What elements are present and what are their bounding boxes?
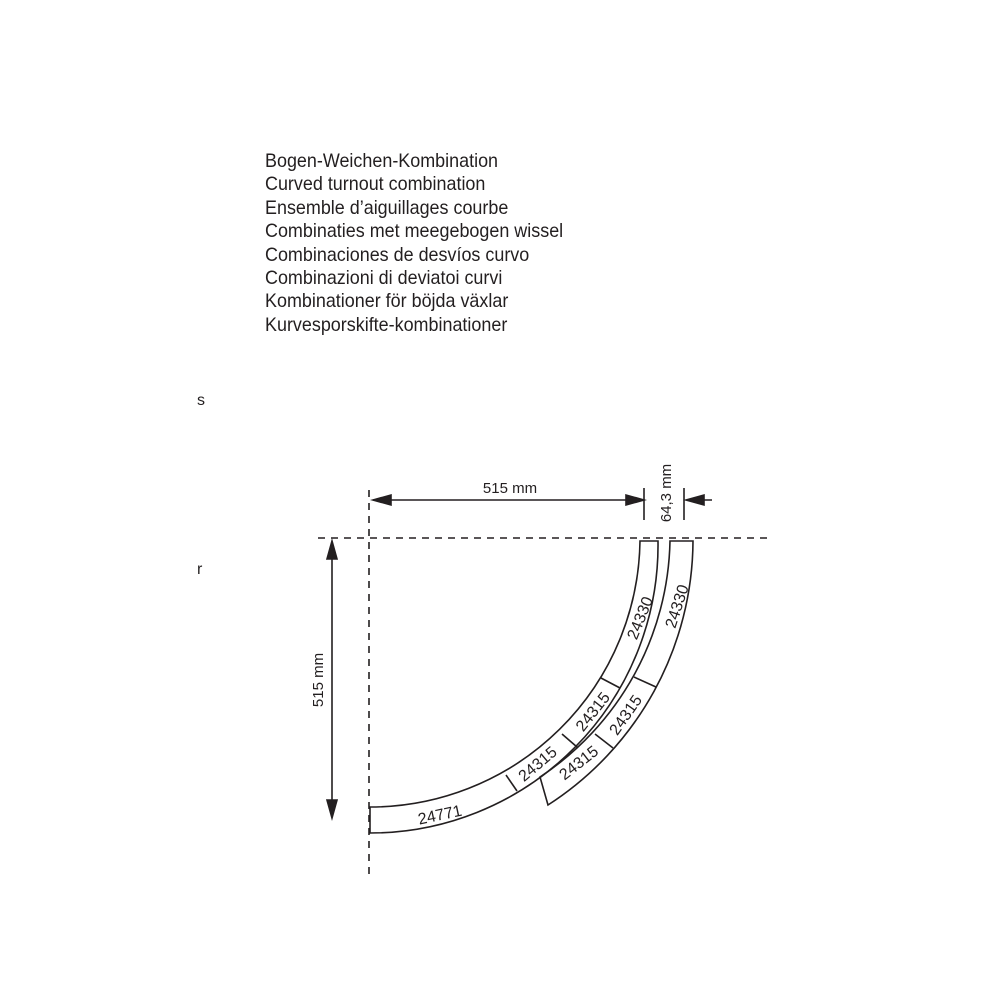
spacing-arrow [686, 495, 704, 505]
title-danish: Kurvesporskifte-kombinationer [265, 313, 508, 336]
stray-mark-r: r [197, 561, 203, 578]
stray-mark-s: s [197, 392, 205, 409]
width-arrow-right [626, 495, 644, 505]
width-arrow-left [373, 495, 391, 505]
outer-divider-1 [634, 677, 656, 687]
inner-divider-3 [506, 775, 517, 791]
label-inner-top: 24330 [624, 594, 658, 643]
title-spanish: Combinaciones de desvíos curvo [265, 243, 530, 266]
outer-divider-2 [595, 734, 613, 748]
inner-divider-2 [562, 734, 577, 747]
title-dutch: Combinaties met meegebogen wissel [265, 220, 564, 243]
height-arrow-top [327, 541, 337, 559]
width-dimension-label: 515 mm [482, 480, 538, 497]
inner-divider-1 [601, 678, 620, 688]
inner-track-band [370, 541, 658, 833]
height-arrow-bottom [327, 800, 337, 818]
label-outer-middle: 24315 [606, 692, 647, 739]
label-inner-middle: 24315 [573, 689, 614, 735]
title-italian: Combinazioni di deviatoi curvi [265, 267, 503, 290]
height-dimension-label: 515 mm [310, 652, 327, 708]
title-swedish: Kombinationer för böjda växlar [265, 290, 509, 313]
label-outer-top: 24330 [662, 582, 693, 631]
label-outer-bottom: 24315 [556, 743, 602, 784]
title-german: Bogen-Weichen-Kombination [265, 150, 499, 172]
spacing-dimension-label: 64,3 mm [658, 463, 675, 523]
label-inner-lower: 24315 [515, 743, 561, 786]
title-english: Curved turnout combination [265, 173, 486, 196]
title-french: Ensemble d’aiguillages courbe [265, 196, 509, 219]
label-turnout: 24771 [416, 802, 464, 829]
